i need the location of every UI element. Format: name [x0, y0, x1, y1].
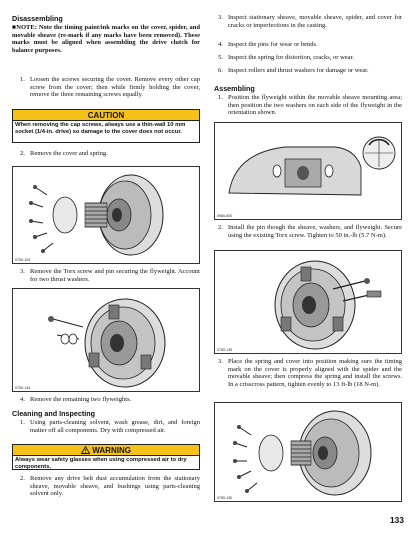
cleaning-step-4 [218, 41, 402, 50]
step-number: 3. [20, 268, 25, 275]
figure-label: 0750-135 [217, 348, 233, 352]
step-text: Place the spring and cover into position making sure the timing mark on the cover is properly aligned with the spider and the movable sheave; then compress the spring and install the screws. In a crisscross pattern, tighten evenly to 13 ft-lb (18 N-m). [228, 358, 402, 388]
note-timing-marks: ■NOTE: Note the timing paint/ink marks on the cover, spider, and movable sheave (re-mark if any marks have been removed). These marks must be aligned when assembling the drive clutch for balance purposes. [12, 24, 200, 54]
clutch-flyweight-illustration-icon [13, 289, 200, 392]
step-text: Loosen the screws securing the cover. Remove every other cap screw from the cover; then while firmly holding the cover, remove the three remaining screws equally. [30, 76, 200, 99]
clutch-pin-illustration-icon [215, 251, 402, 354]
step-text: Inspect rollers and thrust washers for damage or wear. [228, 67, 369, 74]
step-text: Inspect the spring for distortion, cracks, or wear. [228, 54, 354, 61]
figure-label: 0965-600 [217, 214, 233, 218]
step-number: 3. [218, 358, 223, 365]
cleaning-step-5 [218, 54, 402, 63]
figure-torx-screw-removal [12, 288, 200, 392]
step-text: Inspect the pins for wear or bends. [228, 41, 318, 48]
step-number: 4. [20, 396, 25, 403]
step-number: 1. [20, 419, 25, 426]
step-number: 3. [218, 14, 223, 21]
figure-cover-spring-removal [12, 166, 200, 264]
clutch-cover-illustration-icon [215, 403, 402, 502]
caution-title: CAUTION [13, 110, 199, 121]
assembling-step-2 [218, 224, 402, 247]
step-text: Remove any drive belt dust accumulation from the stationary sheave, movable sheave, and bushings using parts-cleaning solvent only. [30, 475, 200, 498]
step-number: 1. [218, 94, 223, 101]
step-number: 2. [218, 224, 223, 231]
figure-pin-install [214, 250, 402, 354]
step-4 [20, 396, 200, 405]
warning-box [12, 444, 200, 470]
step-number: 5. [218, 54, 223, 61]
figure-flyweight-position [214, 122, 402, 220]
warning-triangle-icon [81, 446, 90, 454]
caution-text: When removing the cap screws, always use a thin-wall 10 mm socket (1/4-in. drive) so damage to the cover does not occur. [15, 122, 186, 135]
step-text: Position the flyweight within the movable sheave mounting area; then position the two washers on each side of the flyweight in the orientation shown. [228, 94, 402, 117]
cleaning-step-6 [218, 67, 402, 83]
step-number: 1. [20, 76, 25, 83]
warning-title: WARNING [92, 446, 131, 455]
step-number: 2. [20, 150, 25, 157]
heading-cleaning-inspecting: Cleaning and Inspecting [12, 409, 96, 418]
step-text: Install the pin though the sheave, washers, and flyweight. Secure using the existing Torx screw. Tighten to 50 in.-lb (5.7 N-m). [228, 224, 402, 239]
assembling-step-1 [218, 94, 402, 117]
step-text: Inspect stationary sheave, movable sheave, spider, and cover for cracks or imperfections in the casting. [228, 14, 402, 29]
page-number: 133 [389, 515, 404, 525]
step-1 [20, 76, 200, 106]
warning-text: Always wear safety glasses when using compressed air to dry components. [15, 457, 187, 470]
clutch-illustration-icon [13, 167, 200, 264]
figure-label: 0750-130 [217, 496, 233, 500]
heading-assembling: Assembling [214, 84, 255, 93]
step-text: Using parts-cleaning solvent, wash grease, dirt, and foreign matter off all components. Dry with compressed air. [30, 419, 200, 434]
warning-bar [13, 445, 199, 456]
step-2 [20, 150, 200, 159]
step-text: Remove the Torx screw and pin securing the flyweight. Account for two thrust washers. [30, 268, 200, 283]
flyweight-washers-illustration-icon [215, 123, 402, 220]
step-3 [20, 268, 200, 284]
step-number: 4. [218, 41, 223, 48]
step-text: Remove the cover and spring. [30, 150, 108, 157]
figure-label: 0750-134 [15, 386, 31, 390]
cleaning-step-2 [20, 475, 200, 498]
heading-disassembling: Disassembling [12, 14, 63, 23]
figure-label: 0750-129 [15, 258, 31, 262]
figure-spring-cover-install [214, 402, 402, 502]
caution-box [12, 109, 200, 143]
step-text: Remove the remaining two flyweights. [30, 396, 132, 403]
cleaning-step-1 [20, 419, 200, 442]
step-number: 6. [218, 67, 223, 74]
cleaning-step-3 [218, 14, 402, 30]
assembling-step-3 [218, 358, 402, 398]
step-number: 2. [20, 475, 25, 482]
